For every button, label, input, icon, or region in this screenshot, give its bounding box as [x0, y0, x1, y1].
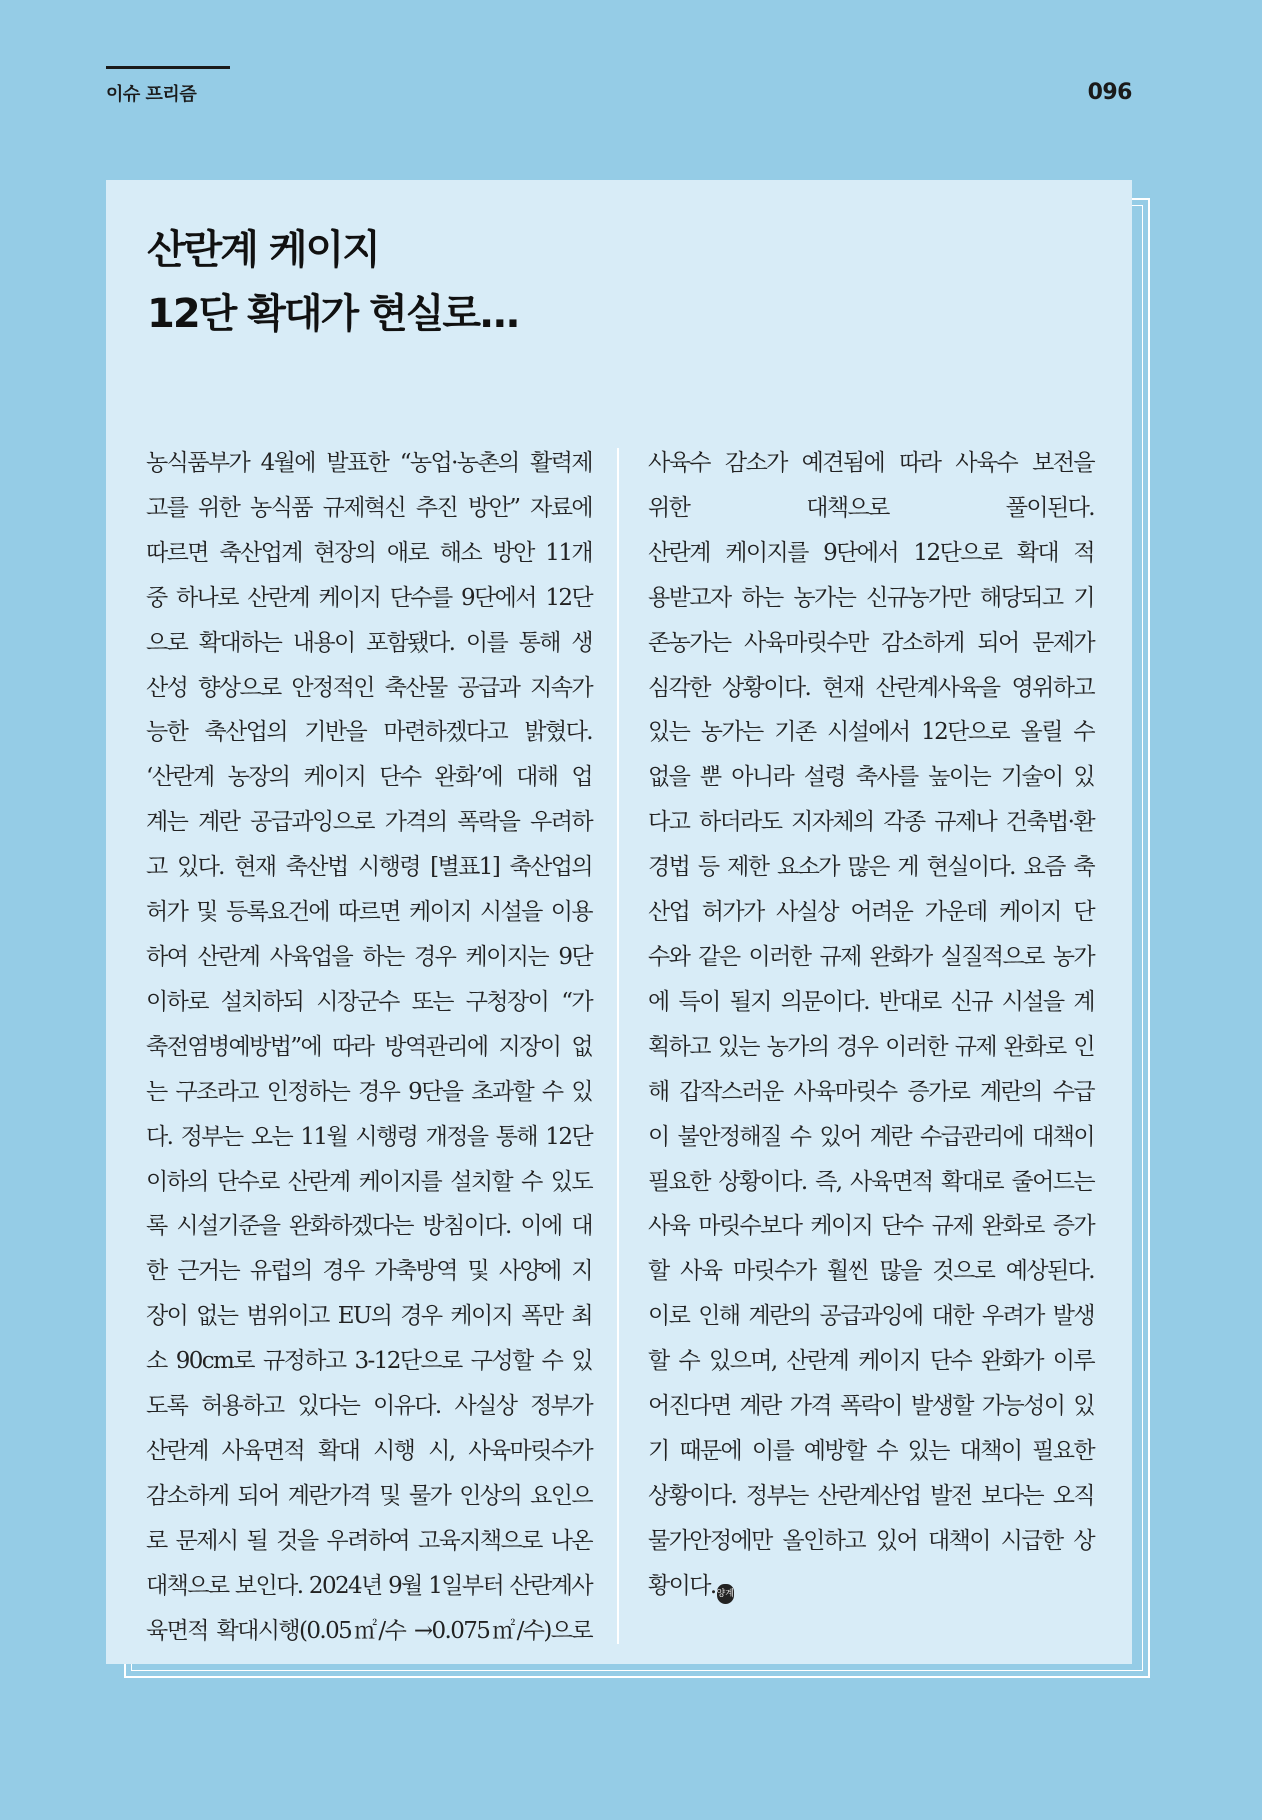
text-line: 장이 없는 범위이고 EU의 경우 케이지 폭만 최	[146, 1303, 592, 1330]
text-line	[648, 1564, 1094, 1609]
text-line: 산업 허가가 사실상 어려운 가운데 케이지 단	[648, 899, 1094, 926]
text-line: 용받고자 하는 농가는 신규농가만 해당되고 기	[648, 584, 1094, 611]
text-line: 하여 산란계 사육업을 하는 경우 케이지는 9단	[146, 943, 592, 970]
text-line: 한 근거는 유럽의 경우 가축방역 및 사양에 지	[146, 1258, 592, 1285]
text-line: 는 구조라고 인정하는 경우 9단을 초과할 수 있	[146, 1078, 592, 1105]
text-line: 심각한 상황이다. 현재 산란계사육을 영위하고	[648, 674, 1094, 701]
text-line: 없을 뿐 아니라 설령 축사를 높이는 기술이 있	[648, 764, 1094, 791]
text-line-content: 황이다.	[648, 1572, 716, 1599]
text-line: 사육수 감소가 예견됨에 따라 사육수 보전을	[648, 450, 1094, 476]
article-title	[147, 218, 519, 346]
left-column	[146, 441, 592, 1653]
right-column	[648, 441, 1094, 1609]
text-line: 농식품부가 4월에 발표한 “농업·농촌의 활력제	[146, 450, 592, 476]
text-line: 허가 및 등록요건에 따르면 케이지 시설을 이용	[146, 899, 592, 926]
text-line: 존농가는 사육마릿수만 감소하게 되어 문제가	[648, 629, 1094, 656]
text-line: 산란계 케이지를 9단에서 12단으로 확대 적	[648, 539, 1094, 566]
text-line: 다고 하더라도 지자체의 각종 규제나 건축법·환	[648, 809, 1094, 836]
text-line: 고를 위한 농식품 규제혁신 추진 방안” 자료에	[146, 494, 592, 521]
text-line: 록 시설기준을 완화하겠다는 방침이다. 이에 대	[146, 1213, 592, 1240]
text-line: 중 하나로 산란계 케이지 단수를 9단에서 12단	[146, 584, 592, 611]
text-line: 감소하게 되어 계란가격 및 물가 인상의 요인으	[146, 1482, 592, 1509]
text-line: 대책으로 보인다. 2024년 9월 1일부터 산란계사	[146, 1572, 592, 1599]
title-line: 산란계 케이지	[147, 227, 379, 273]
text-line: 이하로 설치하되 시장군수 또는 구청장이 “가	[146, 988, 592, 1015]
text-line: 기 때문에 이를 예방할 수 있는 대책이 필요한	[648, 1437, 1094, 1464]
text-line: 있는 농가는 기존 시설에서 12단으로 올릴 수	[648, 719, 1094, 746]
text-line: 산란계 사육면적 확대 시행 시, 사육마릿수가	[146, 1437, 592, 1464]
text-line: 소 90cm로 규정하고 3-12단으로 구성할 수 있	[146, 1348, 592, 1375]
text-line: 도록 허용하고 있다는 이유다. 사실상 정부가	[146, 1393, 592, 1420]
text-line: 사육 마릿수보다 케이지 단수 규제 완화로 증가	[648, 1213, 1094, 1240]
text-line: 이 불안정해질 수 있어 계란 수급관리에 대책이	[648, 1123, 1094, 1150]
text-line: 획하고 있는 농가의 경우 이러한 규제 완화로 인	[648, 1033, 1094, 1060]
section-label: 이슈 프리즘	[106, 84, 197, 105]
text-line: ‘산란계 농장의 케이지 단수 완화’에 대해 업	[146, 764, 592, 791]
text-line: 수와 같은 이러한 규제 완화가 실질적으로 농가	[648, 943, 1094, 970]
text-line: 축전염병예방법”에 따라 방역관리에 지장이 없	[146, 1033, 592, 1060]
text-line: 고 있다. 현재 축산법 시행령 [별표1] 축산업의	[146, 854, 592, 881]
column-divider	[617, 448, 619, 1644]
text-line: 능한 축산업의 기반을 마련하겠다고 밝혔다.	[146, 719, 592, 746]
text-line: 이하의 단수로 산란계 케이지를 설치할 수 있도	[146, 1168, 592, 1195]
text-line: 위한 대책으로 풀이된다.	[648, 494, 1094, 521]
text-line: 다. 정부는 오는 11월 시행령 개정을 통해 12단	[146, 1123, 592, 1150]
text-line: 계는 계란 공급과잉으로 가격의 폭락을 우려하	[146, 809, 592, 836]
title-line: 12단 확대가 현실로...	[147, 291, 519, 337]
text-line: 상황이다. 정부는 산란계산업 발전 보다는 오직	[648, 1482, 1094, 1509]
text-line: 물가안정에만 올인하고 있어 대책이 시급한 상	[648, 1527, 1094, 1554]
text-line: 할 사육 마릿수가 훨씬 많을 것으로 예상된다.	[648, 1258, 1094, 1285]
text-line: 산성 향상으로 안정적인 축산물 공급과 지속가	[146, 674, 592, 701]
end-mark-icon: 양계	[717, 1584, 734, 1604]
header-rule	[106, 66, 230, 69]
text-line: 에 득이 될지 의문이다. 반대로 신규 시설을 계	[648, 988, 1094, 1015]
text-line: 육면적 확대시행(0.05㎡/수 →0.075㎡/수)으로	[146, 1617, 592, 1644]
text-line: 경법 등 제한 요소가 많은 게 현실이다. 요즘 축	[648, 854, 1094, 881]
text-line: 필요한 상황이다. 즉, 사육면적 확대로 줄어드는	[648, 1168, 1094, 1195]
text-line: 어진다면 계란 가격 폭락이 발생할 가능성이 있	[648, 1393, 1094, 1420]
text-line: 로 문제시 될 것을 우려하여 고육지책으로 나온	[146, 1527, 592, 1554]
page-number: 096	[1087, 80, 1132, 105]
text-line: 으로 확대하는 내용이 포함됐다. 이를 통해 생	[146, 629, 592, 656]
text-line: 따르면 축산업계 현장의 애로 해소 방안 11개	[146, 539, 592, 566]
text-line: 해 갑작스러운 사육마릿수 증가로 계란의 수급	[648, 1078, 1094, 1105]
text-line: 할 수 있으며, 산란계 케이지 단수 완화가 이루	[648, 1348, 1094, 1375]
text-line: 이로 인해 계란의 공급과잉에 대한 우려가 발생	[648, 1303, 1094, 1330]
